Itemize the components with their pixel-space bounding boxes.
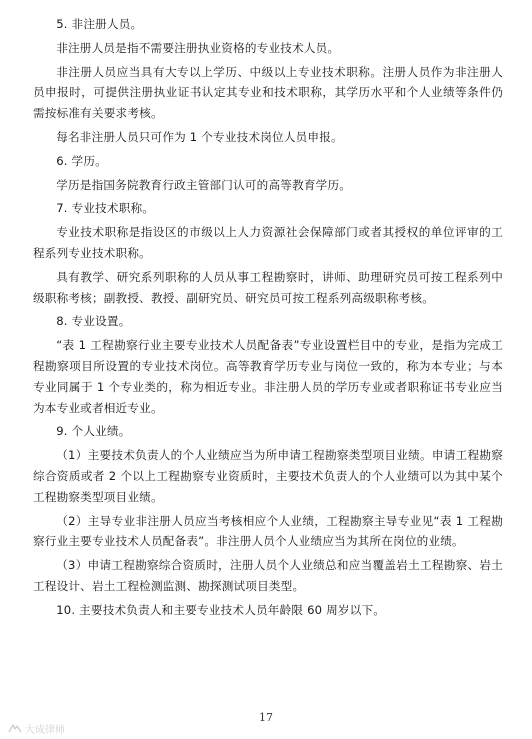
paragraph-performance-item-2: （2）主导专业非注册人员应当考核相应个人业绩，工程勘察主导专业见“表 1 工程勘察行业主要专业技术人员配备表”。非注册人员个人业绩应当为其所在岗位的业绩。 (33, 513, 503, 549)
paragraph-title-heading: 7. 专业技术职称。 (56, 201, 155, 216)
document-body (33, 14, 503, 624)
paragraph-specialty-heading: 8. 专业设置。 (56, 314, 131, 329)
watermark (8, 721, 65, 736)
watermark-logo-icon (8, 723, 22, 734)
paragraph-non-registered-post-limit: 每名非注册人员只可作为 1 个专业技术岗位人员申报。 (56, 129, 343, 144)
paragraph-non-registered-definition: 非注册人员是指不需要注册执业资格的专业技术人员。 (56, 40, 340, 55)
paragraph-education-heading: 6. 学历。 (56, 153, 107, 168)
paragraph-age-limit: 10. 主要技术负责人和主要专业技术人员年龄限 60 周岁以下。 (56, 602, 386, 617)
paragraph-title-teaching-research: 具有教学、研究系列职称的人员从事工程勘察时，讲师、助理研究员可按工程系列中级职称考核；副教授、教授、副研究员、研究员可按工程系列高级职称考核。 (33, 269, 503, 305)
paragraph-performance-item-1: （1）主要技术负责人的个人业绩应当为所申请工程勘察类型项目业绩。申请工程勘察综合资质或者 2 个以上工程勘察专业资质时，主要技术负责人的个人业绩可以为其中某个工程勘察类型项目业绩。 (33, 448, 503, 504)
watermark-text: 大成律师 (25, 725, 65, 736)
paragraph-performance-item-3: （3）申请工程勘察综合资质时，注册人员个人业绩总和应当覆盖岩土工程勘察、岩土工程设计、岩土工程检测监测、勘探测试项目类型。 (33, 558, 503, 593)
paragraph-title-definition: 专业技术职称是指设区的市级以上人力资源社会保障部门或者其授权的单位评审的工程系列专业技术职称。 (33, 225, 503, 260)
page-number: 17 (259, 711, 273, 724)
paragraph-education-definition: 学历是指国务院教育行政主管部门认可的高等教育学历。 (56, 177, 352, 192)
paragraph-performance-heading: 9. 个人业绩。 (56, 424, 131, 439)
paragraph-specialty-definition: “表 1 工程勘察行业主要专业技术人员配备表”专业设置栏目中的专业，是指为完成工程勘察项目所设置的专业技术岗位。高等教育学历专业与岗位一致的，称为本专业；与本专业同属于 1 个专业类的，称为相近专业。非注册人员的学历专业或者职称证书专业应当为本专业或者相近专业。 (33, 338, 503, 415)
paragraph-non-registered-requirements: 非注册人员应当具有大专以上学历、中级以上专业技术职称。注册人员作为非注册人员申报时，可提供注册执业证书认定其专业和技术职称，其学历水平和个人业绩等条件仍需按标准有关要求考核。 (33, 64, 503, 121)
paragraph-non-registered-heading: 5. 非注册人员。 (56, 17, 143, 31)
